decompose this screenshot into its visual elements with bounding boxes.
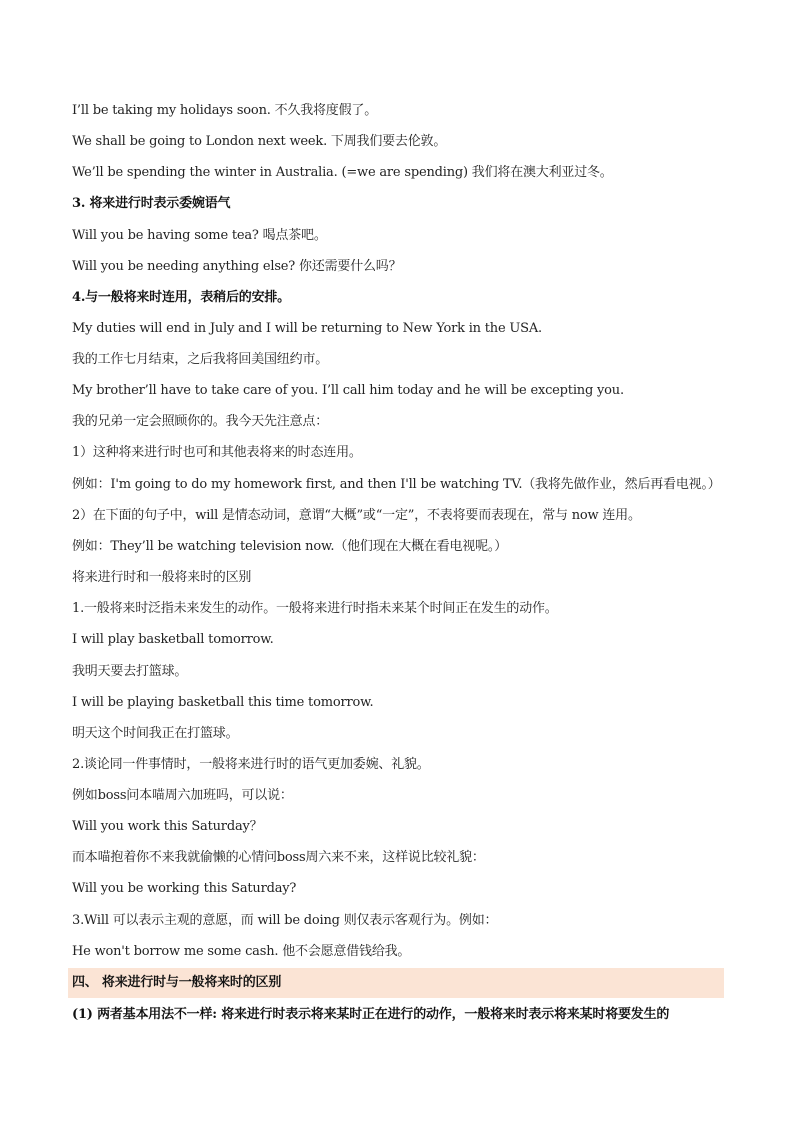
text-line: 1）这种将来进行时也可和其他表将来的时态连用。	[72, 445, 362, 460]
text-line: Will you be having some tea? 喝点茶吧。	[72, 228, 327, 243]
text-line: We shall be going to London next week. 下周我们要去伦敦。	[72, 134, 447, 149]
text-line: Will you be needing anything else? 你还需要什么吗？	[72, 259, 402, 274]
text-line: We’ll be spending the winter in Australia. (=we are spending) 我们将在澳大利亚过冬。	[72, 165, 613, 180]
subheading: 4.与一般将来时连用，表稍后的安排。	[72, 290, 290, 305]
text-line: 而本喵抱着你不来我就偷懒的心情问boss周六来不来，这样说比较礼貌：	[72, 850, 485, 865]
text-line: 我明天要去打篮球。	[72, 664, 188, 679]
text-line: Will you work this Saturday？	[72, 819, 263, 834]
text-line: 例如：They’ll be watching television now.（他们现在大概在看电视呢。）	[72, 539, 507, 554]
text-line: 将来进行时和一般将来时的区别	[72, 570, 252, 585]
text-line: 我的工作七月结束，之后我将回美国纽约市。	[72, 352, 329, 367]
text-line: 例如boss问本喵周六加班吗，可以说：	[72, 788, 293, 803]
text-line: 明天这个时间我正在打篮球。	[72, 726, 239, 741]
text-line: I will play basketball tomorrow.	[72, 632, 274, 647]
text-line: Will you be working this Saturday?	[72, 881, 297, 896]
text-line: 3.Will 可以表示主观的意愿，而 will be doing 则仅表示客观行为。例如：	[72, 913, 498, 928]
text-line: 例如：I'm going to do my homework first, and then I'll be watching TV.（我将先做作业，然后再看电视。）	[72, 477, 721, 492]
text-line: 1.一般将来时泛指未来发生的动作。一般将来进行时指未来某个时间正在发生的动作。	[72, 601, 558, 616]
text-line: My brother’ll have to take care of you. I’ll call him today and he will be excepting you.	[72, 383, 624, 398]
final-line: (1) 两者基本用法不一样: 将来进行时表示将来某时正在进行的动作，一般将来时表示将来某时将要发生的	[72, 1007, 670, 1022]
text-line: I will be playing basketball this time tomorrow.	[72, 695, 374, 710]
text-line: My duties will end in July and I will be returning to New York in the USA.	[72, 321, 542, 336]
text-line: 2.谈论同一件事情时，一般将来进行时的语气更加委婉、礼貌。	[72, 757, 430, 772]
subheading: 3. 将来进行时表示委婉语气	[72, 196, 231, 211]
text-line: I’ll be taking my holidays soon. 不久我将度假了。	[72, 103, 377, 118]
text-line: He won't borrow me some cash. 他不会愿意借钱给我。	[72, 944, 411, 959]
section-heading: 四、 将来进行时与一般将来时的区别	[72, 975, 282, 990]
text-line: 我的兄弟一定会照顾你的。我今天先注意点：	[72, 414, 329, 429]
text-line: 2）在下面的句子中，will 是情态动词，意谓“大概”或“一定”，不表将要而表现在，常与 now 连用。	[72, 508, 641, 523]
